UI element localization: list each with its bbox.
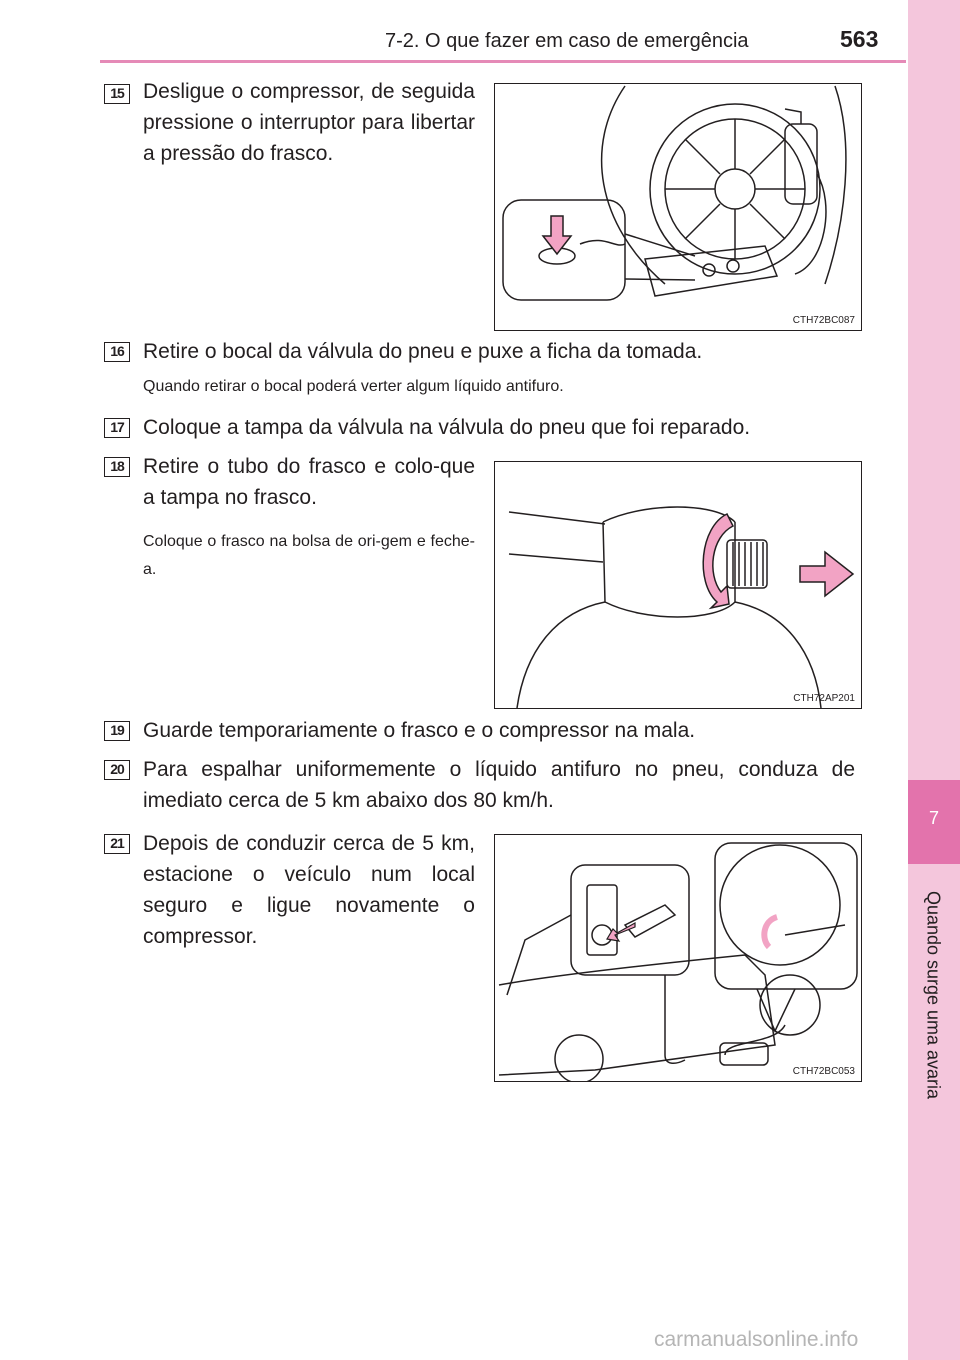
watermark: carmanualsonline.info (654, 1328, 859, 1351)
page-number: 563 (840, 26, 879, 52)
chapter-side-tab (908, 0, 960, 1360)
bottle-cap-illustration (495, 462, 861, 708)
step-instruction: Coloque a tampa da válvula na válvula do pneu que foi reparado. (143, 416, 751, 439)
figure-compressor-pressure-release (494, 83, 862, 331)
step-instruction: Guarde temporariamente o frasco e o compressor na mala. (143, 719, 696, 742)
step-number-badge: 16 (104, 342, 130, 362)
figure-restart-compressor (494, 834, 862, 1082)
step-number-badge: 17 (104, 418, 130, 438)
step-instruction: Retire o bocal da válvula do pneu e puxe a ficha da tomada. (143, 340, 703, 363)
compressor-illustration (495, 84, 861, 330)
chapter-number: 7 (928, 808, 939, 828)
step-instruction: Desligue o compressor, de seguida pressione o interruptor para libertar a pressão do frasco. (143, 80, 475, 165)
step-number-badge: 19 (104, 721, 130, 741)
figure-code: CTH72AP201 (793, 693, 855, 704)
step-number-badge: 20 (104, 760, 130, 780)
step-instruction: Retire o tubo do frasco e colo-que a tampa no frasco. (143, 455, 475, 509)
step-number-badge: 21 (104, 834, 130, 854)
chapter-title: Quando surge uma avaria (923, 890, 944, 1100)
header-divider (100, 60, 906, 63)
figure-bottle-cap (494, 461, 862, 709)
step-number-badge: 18 (104, 457, 130, 477)
step-note: Quando retirar o bocal poderá verter algum líquido antifuro. (143, 378, 564, 395)
step-instruction: Depois de conduzir cerca de 5 km, estacione o veículo num local seguro e ligue novamente o compressor. (143, 832, 475, 948)
step-note: Coloque o frasco na bolsa de ori-gem e feche-a. (143, 533, 475, 578)
restart-compressor-illustration (495, 835, 861, 1081)
step-instruction: Para espalhar uniformemente o líquido antifuro no pneu, conduza de imediato cerca de 5 km abaixo dos 80 km/h. (143, 758, 855, 812)
figure-code: CTH72BC053 (792, 1066, 855, 1077)
figure-code: CTH72BC087 (792, 315, 855, 326)
section-title: 7-2. O que fazer em caso de emergência (385, 30, 749, 52)
step-number-badge: 15 (104, 84, 130, 104)
